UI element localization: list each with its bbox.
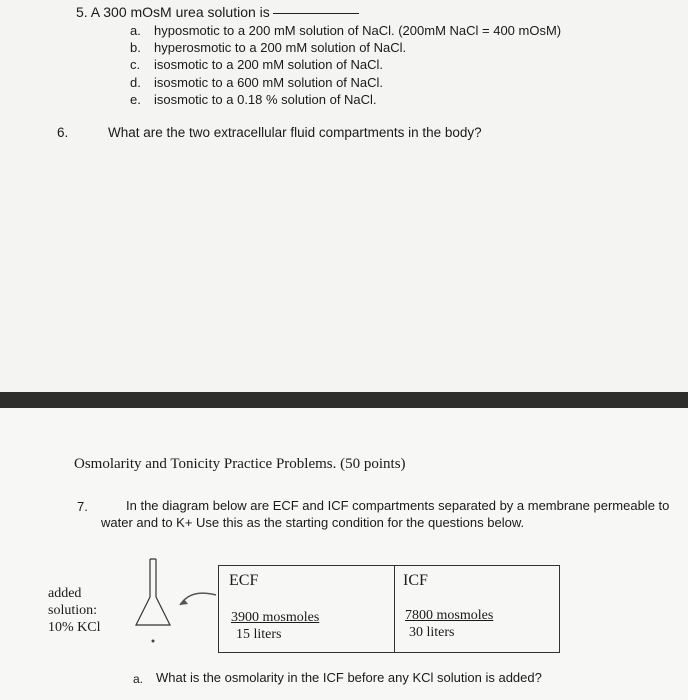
question-7-text-line2: water and to K+ Use this as the starting condition for the questions below.	[101, 515, 525, 530]
icf-label: ICF	[403, 572, 428, 589]
option-letter: a.	[130, 23, 141, 38]
question-7a-text: What is the osmolarity in the ICF before any KCl solution is added?	[156, 670, 542, 685]
added-solution-label	[48, 585, 101, 636]
answer-blank[interactable]	[273, 13, 359, 14]
option-letter: e.	[130, 92, 141, 107]
section-title: Osmolarity and Tonicity Practice Problems. (50 points)	[74, 456, 406, 472]
option-letter: b.	[130, 40, 141, 55]
option-letter: c.	[130, 57, 141, 72]
ecf-label: ECF	[229, 572, 259, 589]
option-text: hyposmotic to a 200 mM solution of NaCl. (200mM NaCl = 400 mOsM)	[154, 23, 562, 38]
question-7-text-line1: In the diagram below are ECF and ICF compartments separated by a membrane permeable to	[126, 498, 670, 513]
question-6-text: What are the two extracellular fluid compartments in the body?	[108, 125, 482, 140]
ecf-volume: 15 liters	[236, 627, 282, 642]
flask-icon	[130, 557, 220, 649]
worksheet-page-bottom	[0, 408, 688, 700]
option-a	[130, 22, 561, 39]
question-5-stem	[76, 3, 359, 21]
question-7a-letter: a.	[133, 672, 144, 686]
option-e	[130, 91, 377, 108]
icf-mosmoles: 7800 mosmoles	[405, 608, 494, 623]
ecf-mosmoles: 3900 mosmoles	[231, 610, 320, 625]
added-line-2: solution:	[48, 603, 98, 618]
added-line-3: 10% KCl	[48, 620, 101, 635]
added-line-1: added	[48, 586, 82, 601]
option-c	[130, 56, 383, 73]
icf-volume: 30 liters	[409, 625, 455, 640]
option-text: isosmotic to a 200 mM solution of NaCl.	[154, 57, 384, 72]
membrane-divider	[394, 566, 395, 652]
option-d	[130, 74, 383, 91]
question-7-number: 7.	[77, 499, 88, 514]
option-text: isosmotic to a 600 mM solution of NaCl.	[154, 75, 384, 90]
option-text: isosmotic to a 0.18 % solution of NaCl.	[154, 92, 377, 107]
option-letter: d.	[130, 75, 141, 90]
question-6-number: 6.	[57, 125, 69, 140]
option-b	[130, 39, 406, 56]
option-text: hyperosmotic to a 200 mM solution of NaCl.	[154, 40, 407, 55]
question-5-text: 5. A 300 mOsM urea solution is	[76, 4, 270, 20]
page-divider	[0, 392, 688, 408]
